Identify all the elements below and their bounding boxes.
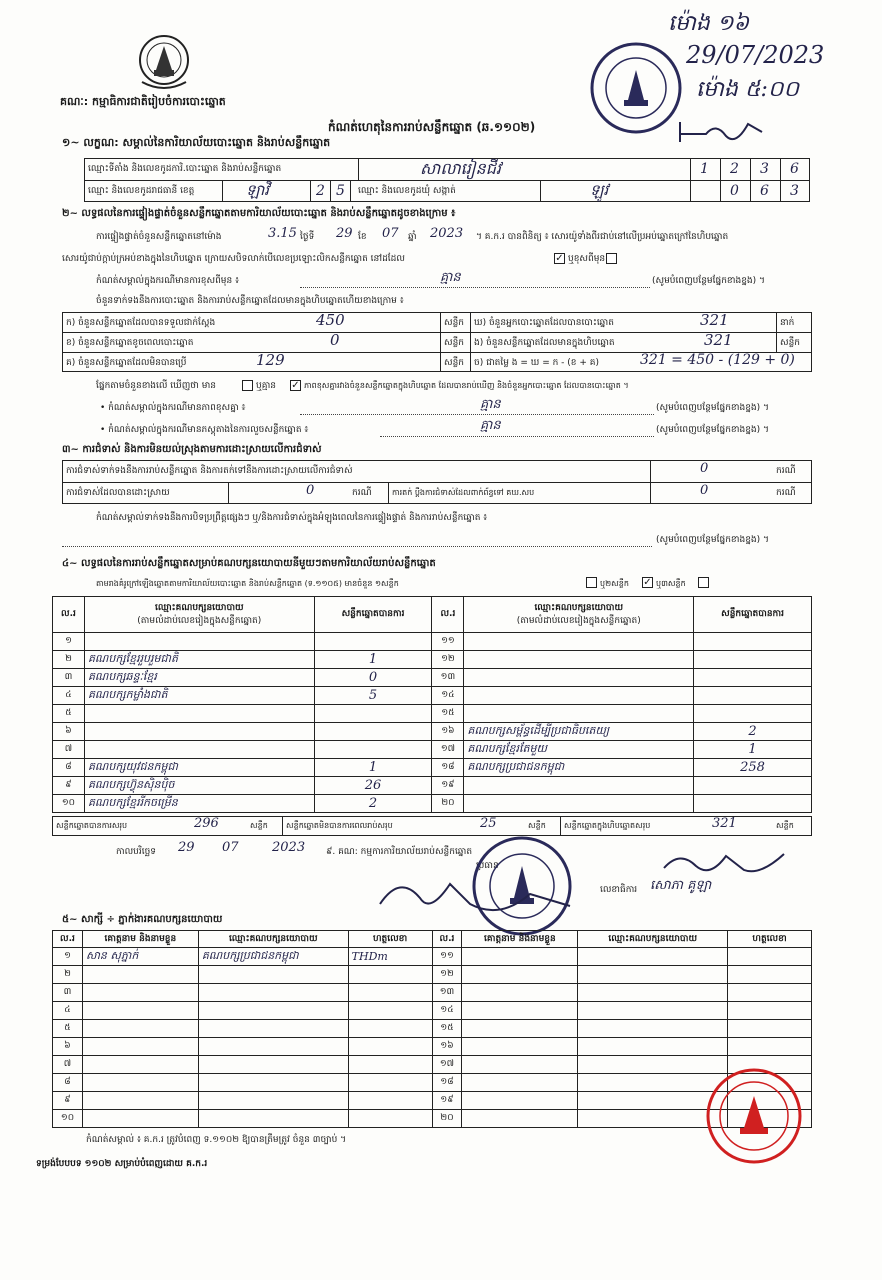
w-col-no-right: ល.រ: [432, 931, 462, 948]
witness-party: [198, 1092, 348, 1110]
province-code-1: 2: [316, 183, 325, 199]
witness-party: [198, 1056, 348, 1074]
secretary-name: សោភា គូឡា: [650, 878, 712, 893]
witness-sign: [348, 1074, 432, 1092]
same-checkbox[interactable]: ✓: [555, 253, 564, 264]
party-name: [464, 633, 694, 651]
vote-count: 1: [314, 651, 432, 669]
witness-name: [82, 1038, 198, 1056]
party-name: គណបក្សហ៊្វុនស៊ិនប៉ិច: [84, 777, 314, 795]
verify-day: 29: [336, 226, 353, 241]
count-c-label: គ) ចំនួនសន្លឹកឆ្នោតដែលមិនបានប្រើ: [66, 358, 187, 368]
vote-count: [694, 777, 812, 795]
vote-count: 5: [314, 687, 432, 705]
witness-name: [82, 1110, 198, 1128]
verify-time-label: ការផ្ទៀងផ្ទាត់ចំនួនសន្លឹកឆ្នោតនៅម៉ោង: [96, 232, 222, 242]
row-no: ៧: [53, 741, 85, 759]
col-votes-left: សន្លឹកឆ្នោតបានការ: [314, 597, 432, 633]
witness-party: [578, 948, 728, 966]
witness-sign: [728, 948, 812, 966]
vote-count: 258: [694, 759, 812, 777]
table-row: [53, 651, 812, 669]
vote-count: [314, 741, 432, 759]
table-row: [53, 669, 812, 687]
party-name: [464, 705, 694, 723]
witness-no: ១៣: [432, 984, 462, 1002]
row-no: ១៨: [432, 759, 464, 777]
witness-party: គណបក្សប្រជាជនកម្ពុជា: [198, 948, 348, 966]
footnote: កំណត់សម្គាល់ ៖ គ.ក.រ ត្រូវបំពេញ ទ.១១០២ ឱ្យបានត្រឹមត្រូវ ចំនួន ៣ច្បាប់ ។: [86, 1135, 347, 1145]
witness-no: ១៧: [432, 1056, 462, 1074]
witness-party: [198, 984, 348, 1002]
witness-no: ៥: [53, 1020, 83, 1038]
table-row: [53, 984, 812, 1002]
witness-no: ៦: [53, 1038, 83, 1056]
secretary-signature: [660, 846, 790, 880]
witness-party: [578, 1020, 728, 1038]
vote-count: [694, 795, 812, 813]
province-code-2: 5: [336, 183, 345, 199]
chair-signature: [370, 864, 590, 924]
col-party-right: ឈ្មោះគណបក្សនយោបាយ (តាមលំដាប់លេខរៀងក្នុងសន្លឹកឆ្នោត): [464, 597, 694, 633]
stamp-note-time: ម៉ោង ១៦: [668, 11, 750, 36]
compare-line: ផ្នែកតាមចំនួនខាងលើ ឃើញថា មាន: [96, 381, 216, 391]
witness-name: សាន សុភ្នាក់: [82, 948, 198, 966]
chair-label: ប្រធាន: [476, 861, 499, 871]
count-a-value: 450: [316, 311, 345, 329]
total-invalid-label: សន្លឹកឆ្នោតមិនបានការពេលរាប់សរុប: [286, 821, 393, 830]
vote-count: 1: [314, 759, 432, 777]
witness-name: [462, 984, 578, 1002]
witness-name: [82, 1020, 198, 1038]
col-votes-right: សន្លឹកឆ្នោតបានការ: [694, 597, 812, 633]
witness-no: ១៩: [432, 1092, 462, 1110]
verify-year: 2023: [430, 226, 464, 241]
witness-party: [578, 1002, 728, 1020]
witness-no: ២០: [432, 1110, 462, 1128]
location-label: ឈ្មោះទីតាំង និងលេខកូដការិ.បោះឆ្នោត និងរាប់សន្លឹកឆ្នោត: [88, 164, 282, 174]
row-no: ២: [53, 651, 85, 669]
w-col-party-left: ឈ្មោះគណបក្សនយោបាយ: [198, 931, 348, 948]
table-row: [53, 1002, 812, 1020]
note-hint: (សូមបំពេញបន្ថែមផ្នែកខាងខ្នង) ។: [652, 276, 765, 286]
total-valid-label: សន្លឹកឆ្នោតបានការសរុប: [56, 821, 128, 830]
section2-title: ២~ លទ្ធផលនៃការផ្ទៀងផ្ទាត់ចំនួនសន្លឹកឆ្នោតតាមការិយាល័យបោះឆ្នោត និងរាប់សន្លឹកឆ្នោតដូចខាងក្រោម ៖: [62, 208, 456, 219]
vote-count: 2: [314, 795, 432, 813]
witness-no: ៤: [53, 1002, 83, 1020]
witness-no: ១៤: [432, 1002, 462, 1020]
objection-row2-label: ការជំទាស់ដែលបានដោះស្រាយ: [66, 488, 170, 498]
row-no: ១២: [432, 651, 464, 669]
counts-intro: ចំនួនទាក់ទងនឹងការបោះឆ្នោត និងការរាប់សន្លឹកឆ្នោតដែលមានក្នុងហិបឆ្នោតហើយខាងក្រោម ៖: [96, 296, 404, 306]
witness-sign: [348, 1038, 432, 1056]
party-name: [464, 777, 694, 795]
witness-sign: [348, 966, 432, 984]
nec-emblem-icon: [132, 32, 196, 92]
objection-row2-unit: ករណី: [352, 488, 372, 498]
bullet2-value: គ្មាន: [480, 418, 501, 433]
commune-code-2: 6: [760, 183, 769, 199]
table-row: [53, 633, 812, 651]
witness-name: [82, 1056, 198, 1074]
vote-count: [314, 723, 432, 741]
count-c-value: 129: [256, 351, 285, 369]
location-code-1: 1: [700, 161, 709, 177]
party-results-table: [52, 596, 812, 813]
bullet1-label: • កំណត់សម្គាល់ក្នុងករណីមានភាពខុសគ្នា ៖: [100, 403, 246, 413]
table-row: [53, 1056, 812, 1074]
row-no: ១៣: [432, 669, 464, 687]
witness-name: [82, 1092, 198, 1110]
differ-label: ឬខុសពីមុន: [568, 254, 606, 264]
stamp-note-hour: ម៉ោង ៥:០០: [696, 77, 800, 102]
witness-no: ៨: [53, 1074, 83, 1092]
witness-no: ១៦: [432, 1038, 462, 1056]
table-row: [53, 966, 812, 984]
vote-count: [694, 687, 812, 705]
witness-no: ៩: [53, 1092, 83, 1110]
table-row: [53, 795, 812, 813]
section5-title: ៥~ សាក្សី ÷ ភ្នាក់ងារគណបក្សនយោបាយ: [62, 914, 223, 925]
party-name: [84, 633, 314, 651]
verify-month-label: ខែ: [358, 232, 367, 242]
vote-count: 2: [694, 723, 812, 741]
count-f-label: ច) ជាតម្លៃ ង = ឃ = ក - (ខ + គ): [474, 358, 599, 368]
sheets-3-checkbox[interactable]: [698, 577, 709, 588]
witness-party: [198, 1002, 348, 1020]
form-title: កំណត់ហេតុនៃការរាប់សន្លឹកឆ្នោត (ឆ.១១០២): [328, 120, 536, 134]
w-col-no-left: ល.រ: [53, 931, 83, 948]
table-row: [53, 1110, 812, 1128]
row-no: ១៩: [432, 777, 464, 795]
row-no: ១១: [432, 633, 464, 651]
witness-party: [578, 984, 728, 1002]
total-valid-value: 296: [194, 816, 219, 831]
bullet2-hint: (សូមបំពេញបន្ថែមផ្នែកខាងខ្នង) ។: [656, 425, 769, 435]
witness-party: [198, 1020, 348, 1038]
difference-yes-checkbox[interactable]: [242, 380, 253, 391]
witness-name: [462, 1110, 578, 1128]
row-no: ២០: [432, 795, 464, 813]
note-label: កំណត់សម្គាល់ក្នុងករណីមានការខុសពីមុន ៖: [96, 276, 240, 286]
authority-name: គណៈ: កម្មាធិការជាតិរៀបចំការបោះឆ្នោត: [60, 95, 226, 108]
verify-day-label: ថ្ងៃទី: [300, 232, 315, 242]
commune-code-3: 3: [790, 183, 799, 199]
vote-count: [314, 633, 432, 651]
party-name: គណបក្សខ្មែរតែមួយ: [464, 741, 694, 759]
witness-no: ១០: [53, 1110, 83, 1128]
witness-table: [52, 930, 812, 1128]
bullet1-value: គ្មាន: [480, 397, 501, 412]
top-signature: [676, 112, 766, 152]
witness-name: [82, 984, 198, 1002]
date-month: 07: [222, 840, 239, 855]
location-code-3: 3: [760, 161, 769, 177]
count-d-label: ឃ) ចំនួនអ្នកបោះឆ្នោតដែលបានបោះឆ្នោត: [474, 318, 614, 328]
row-no: ១០: [53, 795, 85, 813]
table-row: [53, 1038, 812, 1056]
witness-name: [462, 1056, 578, 1074]
witness-no: ១: [53, 948, 83, 966]
w-col-party-right: ឈ្មោះគណបក្សនយោបាយ: [578, 931, 728, 948]
party-name: [84, 705, 314, 723]
vote-count: 26: [314, 777, 432, 795]
witness-no: ២: [53, 966, 83, 984]
col-party-left: ឈ្មោះគណបក្សនយោបាយ (តាមលំដាប់លេខរៀងក្នុងសន្លឹកឆ្នោត): [84, 597, 314, 633]
red-seal-icon: [704, 1066, 804, 1166]
verify-line2: សោរយ៉ូជាប់ក្ដាប់ក្រអប់ខាងក្នុងនៃហិបឆ្នោត ក្រោយសបិទលាក់បើលេខប្រឡោះលិកសន្លឹកឆ្នោត នៅដដែល: [62, 254, 405, 264]
commune-label: ឈ្មោះ និងលេខកូដឃុំ សង្កាត់: [358, 186, 456, 196]
party-name: គណបក្សឆន្ទៈខ្មែរ: [84, 669, 314, 687]
col-no-right: ល.រ: [432, 597, 464, 633]
w-col-name-right: គោត្តនាម និងនាមខ្លួន: [462, 931, 578, 948]
witness-name: [462, 1002, 578, 1020]
count-e-unit: សន្លឹក: [780, 338, 800, 348]
differ-checkbox[interactable]: [606, 253, 617, 264]
witness-sign: [348, 1092, 432, 1110]
vote-count: [694, 651, 812, 669]
party-name: [464, 795, 694, 813]
witness-name: [82, 1074, 198, 1092]
party-name: គណបក្សខ្មែររួបរួមជាតិ: [84, 651, 314, 669]
objection-row3-unit: ករណី: [776, 488, 796, 498]
table-row: [53, 687, 812, 705]
objection-hint: (សូមបំពេញបន្ថែមផ្នែកខាងខ្នង) ។: [656, 535, 769, 545]
location-code-2: 2: [730, 161, 739, 177]
witness-name: [462, 1092, 578, 1110]
vote-count: [694, 633, 812, 651]
row-no: ៣: [53, 669, 85, 687]
count-b-label: ខ) ចំនួនសន្លឹកឆ្នោតខូចពេលបោះឆ្នោត: [66, 338, 194, 348]
party-name: គណបក្សខ្មែររីកចម្រើន: [84, 795, 314, 813]
objection-row3-label: ការតក់ ប្ដឹងការជំទាស់ដែលពាក់ព័ន្ធទៅ គឃ.សប: [392, 488, 535, 497]
table-row: [53, 948, 812, 966]
row-no: ៨: [53, 759, 85, 777]
witness-sign: [728, 1002, 812, 1020]
count-b-value: 0: [330, 331, 340, 349]
row-no: ៤: [53, 687, 85, 705]
date-year: 2023: [272, 840, 306, 855]
secretary-label: លេខាធិការ: [600, 885, 638, 895]
party-name: គណបក្សសម្ព័ន្ធដើម្បីប្រជាធិបតេយ្យ: [464, 723, 694, 741]
witness-name: [82, 966, 198, 984]
table-row: [53, 759, 812, 777]
totals-row: [52, 816, 812, 836]
table-row: [53, 723, 812, 741]
objection-row3-value: 0: [700, 483, 709, 498]
total-invalid-unit: សន្លឹក: [528, 821, 546, 830]
count-e-value: 321: [704, 331, 733, 349]
vote-count: [694, 669, 812, 687]
party-name: គណបក្សយុវជនកម្ពុជា: [84, 759, 314, 777]
total-box-label: សន្លឹកឆ្នោតក្នុងហិបឆ្នោតសរុប: [564, 821, 651, 830]
party-name: [464, 669, 694, 687]
witness-name: [462, 966, 578, 984]
party-name: [84, 741, 314, 759]
province-label: ឈ្មោះ និងលេខកូដរាជធានី ខេត្ត: [88, 186, 195, 196]
witness-name: [462, 1020, 578, 1038]
witness-no: ១៨: [432, 1074, 462, 1092]
verify-year-label: ឆ្នាំ: [408, 232, 417, 242]
count-d-value: 321: [700, 311, 729, 329]
witness-name: [462, 948, 578, 966]
form-footer: ទម្រង់បែបបទ ១១០២ សម្រាប់បំពេញដោយ គ.ក.រ: [36, 1159, 208, 1169]
count-b-unit: សន្លឹក: [444, 338, 464, 348]
witness-sign: THDm: [348, 948, 432, 966]
objection-row1-unit: ករណី: [776, 466, 796, 476]
witness-sign: [728, 1020, 812, 1038]
section4-intro: តាមរាងគំរូក្រៅឡើងឆ្នោតតាមការិយាល័យបោះឆ្នោត និងរាប់សន្លឹកឆ្នោត (ទ.១១០៥) មានចំនួន ១សន្លឹក: [96, 579, 399, 588]
total-box-value: 321: [712, 816, 737, 831]
difference-no-checkbox[interactable]: ✓: [291, 380, 300, 391]
objection-note: កំណត់សម្គាល់ទាក់ទងនឹងការបិទប្រព្រឹត្តផ្សេងៗ ឬ/និងការជំទាស់ក្នុងអំឡុងពេលនៃការផ្ទៀងផ្ទាត់ និងការរាប់សន្លឹកឆ្នោត ៖: [96, 513, 488, 523]
verify-line1-suffix: ។ គ.ក.រ បានពិនិត្យ ៖ សោរយ៉ូទាំងពីរជាប់នៅលើប្រអប់ឆ្នោតក្រៅនៃហិបឆ្នោត: [476, 232, 729, 242]
table-row: [53, 741, 812, 759]
party-name: គណបក្សកម្លាំងជាតិ: [84, 687, 314, 705]
row-no: ១៧: [432, 741, 464, 759]
vote-count: [314, 705, 432, 723]
row-no: ៦: [53, 723, 85, 741]
table-row: [53, 777, 812, 795]
commune-name: ឡូវ: [590, 181, 609, 199]
vote-count: 0: [314, 669, 432, 687]
compare-opt: ឬគ្មាន: [256, 381, 276, 391]
witness-party: [578, 966, 728, 984]
party-name: [464, 651, 694, 669]
vote-count: 1: [694, 741, 812, 759]
sheets-3-label: ឬ៣សន្លឹក: [656, 579, 686, 588]
objection-row2-value: 0: [306, 483, 315, 498]
witness-sign: [348, 1110, 432, 1128]
witness-no: ៣: [53, 984, 83, 1002]
verify-time: 3.15: [268, 226, 297, 241]
witness-sign: [348, 984, 432, 1002]
sheets-2-label: ឬ២សន្លឹក: [600, 579, 629, 588]
official-stamp-icon: [588, 40, 684, 136]
count-d-unit: នាក់: [780, 318, 795, 328]
date-day: 29: [178, 840, 195, 855]
party-name: [464, 687, 694, 705]
sheets-1-checkbox[interactable]: [586, 577, 597, 588]
province-name: ឡាវិ: [246, 181, 270, 199]
note-value: គ្មាន: [440, 270, 461, 285]
row-no: ១៤: [432, 687, 464, 705]
count-e-label: ង) ចំនួនសន្លឹកឆ្នោតដែលមានក្នុងហិបឆ្នោត: [474, 338, 615, 348]
witness-no: ១២: [432, 966, 462, 984]
witness-sign: [728, 1038, 812, 1056]
witness-party: [198, 1110, 348, 1128]
objection-row1-value: 0: [700, 461, 709, 476]
section4-title: ៤~ លទ្ធផលនៃការរាប់សន្លឹកឆ្នោតសម្រាប់គណបក្សនយោបាយនីមួយៗតាមការិយាល័យរាប់សន្លឹកឆ្នោត: [62, 558, 436, 569]
witness-sign: [348, 1020, 432, 1038]
date-label: កាលបរិច្ឆេទ: [116, 847, 156, 857]
sheets-2-checkbox[interactable]: ✓: [643, 577, 652, 588]
witness-name: [462, 1074, 578, 1092]
witness-party: [578, 1038, 728, 1056]
objection-row1-label: ការជំទាស់ទាក់ទងនឹងការរាប់សន្លឹកឆ្នោត និងការតក់ទៅនឹងការដោះស្រាយលើការជំទាស់: [66, 466, 353, 476]
total-valid-unit: សន្លឹក: [250, 821, 268, 830]
witness-party: [198, 966, 348, 984]
w-col-sign-left: ហត្ថលេខា: [348, 931, 432, 948]
witness-name: [82, 1002, 198, 1020]
count-f-value: 321 = 450 - (129 + 0): [640, 352, 795, 368]
row-no: ៥: [53, 705, 85, 723]
row-no: ៩: [53, 777, 85, 795]
witness-no: ១១: [432, 948, 462, 966]
witness-sign: [348, 1056, 432, 1074]
witness-sign: [348, 1002, 432, 1020]
w-col-name-left: គោត្តនាម និងនាមខ្លួន: [82, 931, 198, 948]
party-name: គណបក្សប្រជាជនកម្ពុជា: [464, 759, 694, 777]
total-invalid-value: 25: [480, 816, 497, 831]
table-row: [53, 1074, 812, 1092]
row-no: ១៦: [432, 723, 464, 741]
col-no-left: ល.រ: [53, 597, 85, 633]
witness-name: [462, 1038, 578, 1056]
location-code-4: 6: [790, 161, 799, 177]
party-name: [84, 723, 314, 741]
committee-label: ៩. គណ: កម្មការការិយាល័យរាប់សន្លឹកឆ្នោត: [326, 847, 473, 857]
bullet2-label: • កំណត់សម្គាល់ក្នុងករណីមានភស្ដុតាងនៃការលួចសន្លឹកឆ្នោត ៖: [100, 425, 309, 435]
witness-no: ៧: [53, 1056, 83, 1074]
witness-sign: [728, 966, 812, 984]
table-row: [53, 1020, 812, 1038]
table-row: [53, 1092, 812, 1110]
witness-party: [198, 1038, 348, 1056]
commune-code-1: 0: [730, 183, 739, 199]
table-row: [53, 705, 812, 723]
total-box-unit: សន្លឹក: [776, 821, 794, 830]
location-name: សាលារៀនជីវ: [420, 159, 501, 178]
witness-sign: [728, 984, 812, 1002]
count-c-unit: សន្លឹក: [444, 358, 464, 368]
witness-no: ១៥: [432, 1020, 462, 1038]
count-a-unit: សន្លឹក: [444, 318, 464, 328]
witness-party: [198, 1074, 348, 1092]
section3-title: ៣~ ការជំទាស់ និងការមិនយល់ស្រុងតាមការដោះស្រាយលើការជំទាស់: [62, 444, 322, 455]
section1-title: ១~ លក្ខណ: សម្គាល់នៃការិយាល័យបោះឆ្នោត និងរាប់សន្លឹកឆ្នោត: [62, 136, 331, 149]
count-a-label: ក) ចំនួនសន្លឹកឆ្នោតដែលបានទទួលជាក់ស្ដែង: [66, 318, 216, 328]
row-no: ១៥: [432, 705, 464, 723]
vote-count: [694, 705, 812, 723]
row-no: ១: [53, 633, 85, 651]
stamp-note-date: 29/07/2023: [686, 41, 825, 69]
compare-tail: ភាពខុសគ្នារវាងចំនួនសន្លឹកឆ្នោតក្នុងហិបឆ្នោត ដែលបានរាប់ឃើញ និងចំនួនអ្នកបោះឆ្នោត ដែលបានបោះឆ្នោត ។: [304, 381, 629, 390]
verify-month: 07: [382, 226, 399, 241]
w-col-sign-right: ហត្ថលេខា: [728, 931, 812, 948]
bullet1-hint: (សូមបំពេញបន្ថែមផ្នែកខាងខ្នង) ។: [656, 403, 769, 413]
